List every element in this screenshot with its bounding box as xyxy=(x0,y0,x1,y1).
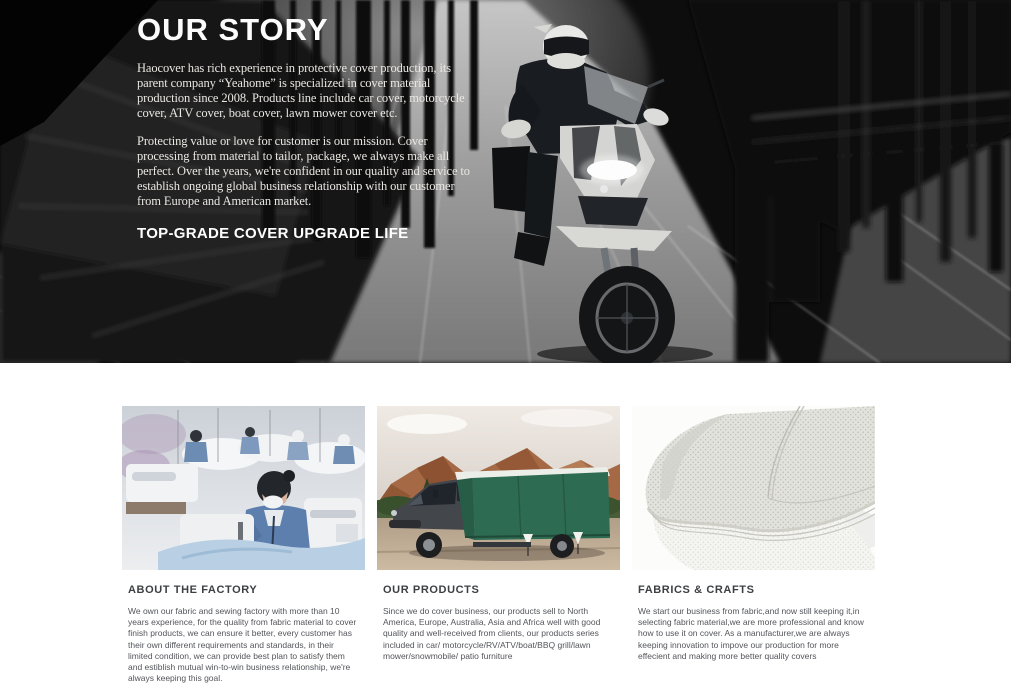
section-body-about-the-factory: We own our fabric and sewing factory with more than 10 years experience, for the quality from fabric material to cover finish products, we can ensure it better, every customer has their own different requirements and standards, in their limited condition, we can provide best plan to satisfy them and estiblish mutual win-to-win business relationship, we're always keeping this goal. xyxy=(128,606,357,684)
column-about-the-factory xyxy=(122,406,365,684)
content-section xyxy=(0,363,1011,684)
section-body-our-products: Since we do cover business, our products sell to North America, Europe, Australia, Asia and Africa well with good quality and well-received from clients, our products series included in car/ motorcycle/RV/ATV/boat/BBQ grill/lawn mower/snowmobile/ patio furniture xyxy=(383,606,601,661)
column-fabrics-and-crafts xyxy=(632,406,875,684)
column-our-products xyxy=(377,406,620,684)
section-body-fabrics-and-crafts: We start our business from fabric,and now still keeping it,in selecting fabric material,we are more professional and know how to use it on cover. As a manufacturer,we are always keeping innovation to impove our production for more effecient and making more better quality covers xyxy=(638,606,864,661)
hero-paragraph-1: Haocover has rich experience in protective cover production, its parent company “Yeahome” is specialized in cover material production since 2008. Products line include car cover, motorcycle cover, ATV cover, boat cover, lawn mower cover etc. xyxy=(137,61,465,120)
section-heading-our-products: OUR PRODUCTS xyxy=(383,584,480,596)
section-heading-fabrics-and-crafts: FABRICS & CRAFTS xyxy=(638,584,755,596)
fabric-image xyxy=(632,406,875,570)
page-title: OUR STORY xyxy=(137,12,329,47)
factory-image xyxy=(122,406,365,570)
covered-van-image xyxy=(377,406,620,570)
hero-tagline: TOP-GRADE COVER UPGRADE LIFE xyxy=(137,225,409,242)
hero-text-block xyxy=(137,12,481,242)
section-heading-about-the-factory: ABOUT THE FACTORY xyxy=(128,584,258,596)
hero-paragraph-2: Protecting value or love for customer is our mission. Cover processing from material to tailor, package, we always make all perfect. Over the years, we're confident in our quality and service to establish ongoing global business relationship with our customer from Europe and American market. xyxy=(137,134,470,208)
